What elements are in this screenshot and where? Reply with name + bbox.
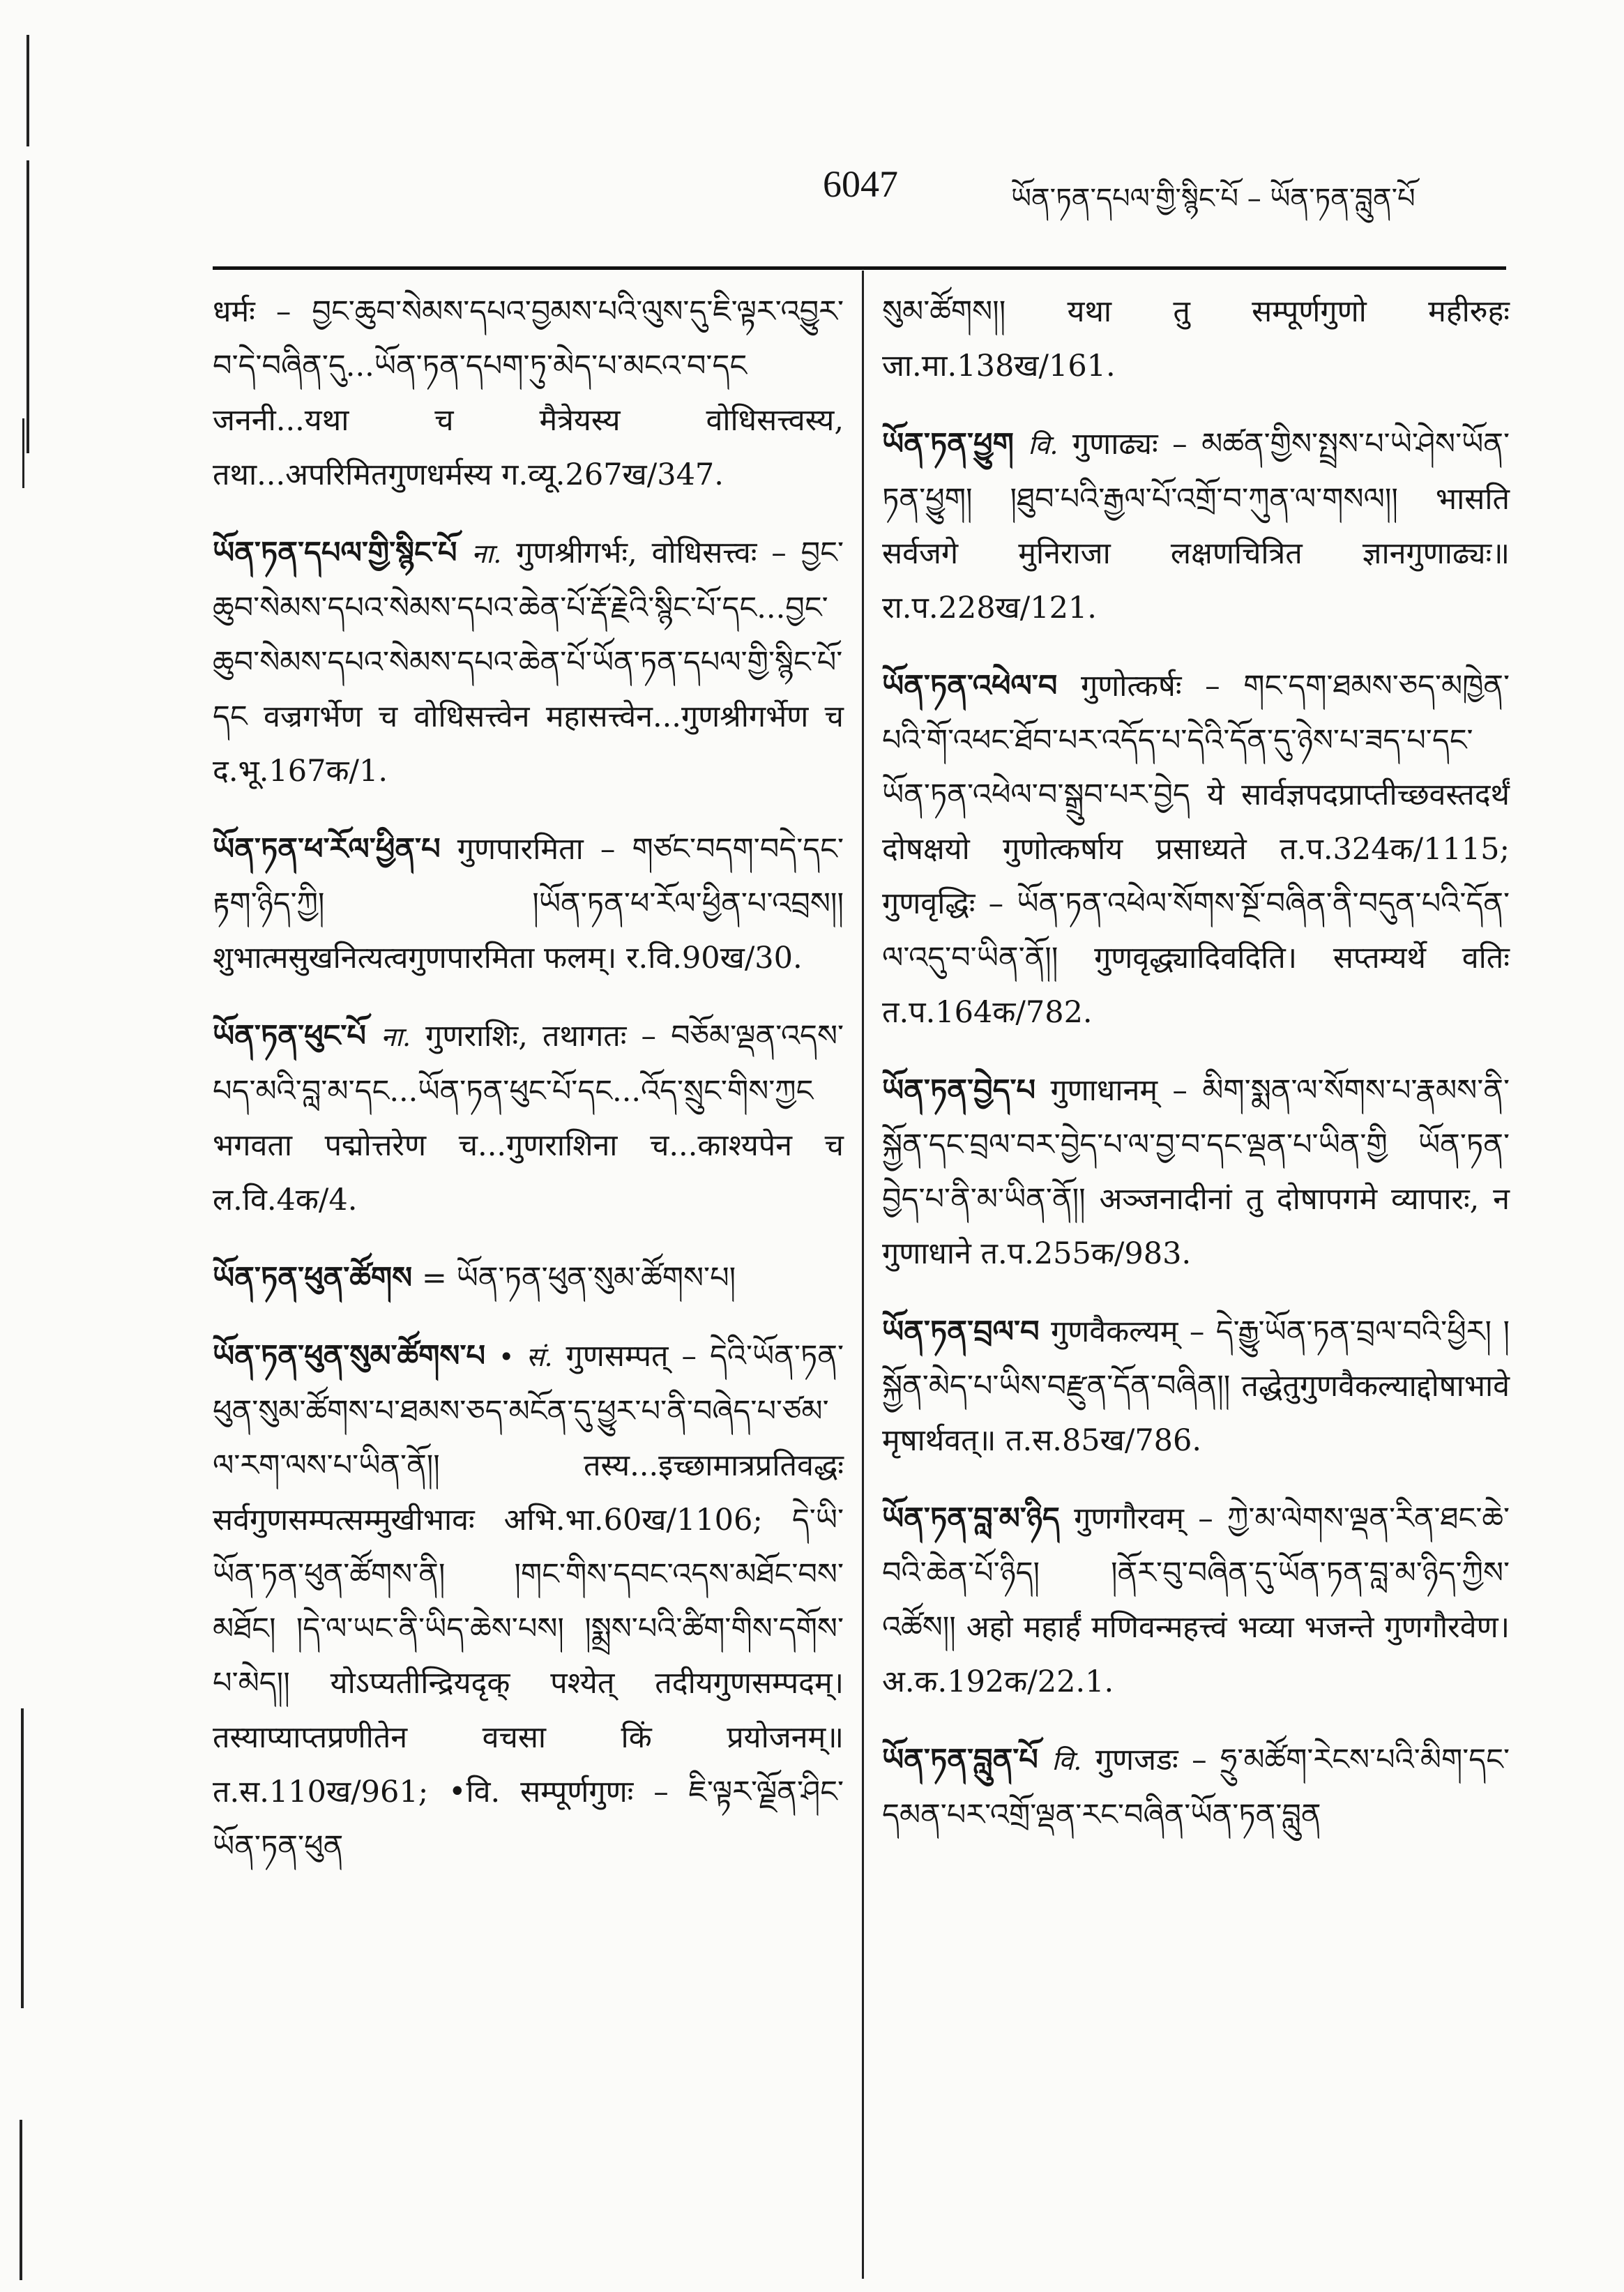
- entry-label: ना.: [471, 538, 502, 569]
- entry-text: गुणाधानम् – མིག་སྨན་ལ་སོགས་པ་རྣམས་ནི་སྐྱོན་དང་བྲལ་བར་བྱེད་པ་ལ་བྱ་བ་དང་ལྡན་པ་ཡིན་གྱི ཡོན་ཏན་བྱེད་པ་ནི་མ་ཡིན་ནོ།། अञ्जनादीनां तु दोषापगमे व्यापारः, न गुणाधाने त.प.255क/983.: [882, 1073, 1510, 1271]
- running-head: ཡོན་ཏན་དཔལ་གྱི་སྙིང་པོ – ཡོན་ཏན་བླུན་པོ: [1011, 183, 1416, 215]
- entry-label: ना.: [381, 1022, 411, 1052]
- entry-text: गुणराशिः, तथागतः – བཅོམ་ལྡན་འདས་པད་མའི་བླ་མ་དང...ཡོན་ཏན་ཕུང་པོ་དང...འོད་སྲུང་གིས་ཀྱང भगवता पद्मोत्तरेण च...गुणराशिना च...काश्यपेन च ल.वि.4क/4.: [213, 1019, 844, 1217]
- dictionary-entry: [882, 417, 1510, 635]
- dictionary-entry: [882, 284, 1510, 393]
- dictionary-entry: [213, 1009, 844, 1227]
- dictionary-entry: [882, 659, 1510, 1040]
- entry-text: धर्मः – བྱང་ཆུབ་སེམས་དཔའ་བྱམས་པའི་ལུས་དུ་ཇི་ལྟར་འབྱུར་བ་དེ་བཞིན་དུ...ཡོན་ཏན་དཔག་ཏུ་མེད་པ་མངའ་བ་དང जननी...यथा च मैत्रेयस्य वोधिसत्त्वस्य, तथा...अपरिमितगुणधर्मस्य ग.व्यू.267ख/347.: [213, 294, 844, 492]
- entry-text: गुणश्रीगर्भः, वोधिसत्त्वः – བྱང་ཆུབ་སེམས་དཔའ་སེམས་དཔའ་ཆེན་པོ་རྡོ་རྗེའི་སྙིང་པོ་དང...བྱང་ཆུབ་སེམས་དཔའ་སེམས་དཔའ་ཆེན་པོ་ཡོན་ཏན་དཔལ་གྱི་སྙིང་པོ་དང वज्रगर्भेण च वोधिसत्त्वेन महासत्त्वेन...गुणश्रीगर्भेण च द.भू.167क/1.: [213, 536, 844, 789]
- page-header: [823, 157, 1506, 220]
- entry-text: गुणपारमिता – གཙང་བདག་བདེ་དང་རྟག་ཉིད་ཀྱི། །ཡོན་ཏན་ཕ་རོལ་ཕྱིན་པ་འབྲས།། शुभात्मसुखनित्यत्वगुणपारमिता फलम्। र.वि.90ख/30.: [213, 832, 844, 976]
- entry-label: वि.: [1028, 430, 1058, 460]
- header-rule: [213, 266, 1506, 270]
- entry-text: गुणवैकल्यम् – དེ་རྒྱུ་ཡོན་ཏན་བྲལ་བའི་ཕྱིར། །སྐྱོན་མེད་པ་ཡིས་བརྫུན་དོན་བཞིན།། तद्धेतुगुणवैकल्याद्दोषाभावे मृषार्थवत्॥ त.स.85ख/786.: [882, 1314, 1510, 1458]
- page-number: 6047: [823, 163, 898, 205]
- margin-mark-bottom: [20, 2120, 22, 2280]
- entry-text: गुणसम्पत् – དེའི་ཡོན་ཏན་ཕུན་སུམ་ཚོགས་པ་ཐམས་ཅད་མངོན་དུ་ཕྱུར་པ་ནི་བཞེད་པ་ཙམ་ལ་རག་ལས་པ་ཡིན་ནོ།། तस्य...इच्छामात्रप्रतिवद्धः सर्वगुणसम्पत्सम्मुखीभावः अभि.भा.60ख/1106; དེ་ཡི་ཡོན་ཏན་ཕུན་ཚོགས་ནི། །གང་གིས་དབང་འདས་མཐོང་བས་མཐོང། །དེ་ལ་ཡང་ནི་ཡིད་ཆེས་པས། །སྨྲས་པའི་ཚིག་གིས་དགོས་པ་མེད།། योऽप्यतीन्द्रियदृक् पश्येत् तदीयगुणसम्पदम्। तस्याप्याप्तप्रणीतेन वचसा किं प्रयोजनम्॥ त.स.110ख/961; •वि. सम्पूर्णगुणः – ཇི་ལྟར་ལྗོན་ཤིང་ཡོན་ཏན་ཕུན: [213, 1339, 844, 1864]
- dictionary-entry: [882, 1063, 1510, 1281]
- entry-headword: ཡོན་ཏན་འཕེལ་བ: [882, 669, 1058, 704]
- entry-text: སུམ་ཚོགས།། यथा तु सम्पूर्णगुणो महीरुहः जा.मा.138ख/161.: [882, 294, 1510, 384]
- margin-mark-middle: [22, 418, 24, 488]
- dictionary-entry: [213, 284, 844, 502]
- entry-headword: ཡོན་ཏན་དཔལ་གྱི་སྙིང་པོ: [213, 536, 457, 570]
- entry-text: गुणजडः – ཧྲུ་མཚོག་རེངས་པའི་མིག་དང་དམན་པར་འགྲོ་ལྡན་རང་བཞིན་ཡོན་ཏན་བླུན: [882, 1743, 1510, 1832]
- margin-mark-upper: [26, 160, 29, 453]
- column-divider: [862, 271, 864, 2279]
- entry-text: गुणोत्कर्षः – གང་དག་ཐམས་ཅད་མཁྱེན་པའི་གོ་འཕང་ཐོབ་པར་འདོད་པ་དེའི་དོན་དུ་ཉེས་པ་ཟད་པ་དང་ཡོན་ཏན་འཕེལ་བ་སྒྲུབ་པར་བྱེད ये सार्वज्ञपदप्राप्तीच्छवस्तदर्थं दोषक्षयो गुणोत्कर्षाय प्रसाध्यते त.प.324क/1115; गुणवृद्धिः – ཡོན་ཏན་འཕེལ་སོགས་སྔོ་བཞིན་ནི་བདུན་པའི་དོན་ལ་འདུ་བ་ཡིན་ནོ།། गुणवृद्ध्यादिवदिति। सप्तम्यर्थे वतिः त.प.164क/782.: [882, 669, 1510, 1030]
- entry-headword: ཡོན་ཏན་ཕྱུག: [882, 427, 1014, 462]
- entry-headword: ཡོན་ཏན་ཕུང་པོ: [213, 1019, 366, 1054]
- entry-headword: ཡོན་ཏན་ཕུན་སུམ་ཚོགས་པ: [213, 1339, 486, 1374]
- entry-headword: ཡོན་ཏན་བྱེད་པ: [882, 1073, 1036, 1108]
- dictionary-entry: [213, 822, 844, 985]
- entry-text: गुणाढ्यः – མཚན་གྱིས་སྤྲས་པ་ཡེ་ཤེས་ཡོན་ཏན་ཕྱུག། །ཐུབ་པའི་རྒྱལ་པོ་འགྲོ་བ་ཀུན་ལ་གསལ།། भासति सर्वजगे मुनिराजा लक्षणचित्रित ज्ञानगुणाढ्यः॥ रा.प.228ख/121.: [882, 427, 1510, 625]
- dictionary-entry: [882, 1305, 1510, 1468]
- entry-headword: ཡོན་ཏན་བླ་མ་ཉིད: [882, 1501, 1060, 1536]
- margin-mark-top: [26, 35, 29, 146]
- left-column: [213, 284, 844, 1897]
- entry-label: • सं.: [499, 1342, 553, 1372]
- entry-text: = ཡོན་ཏན་ཕུན་སུམ་ཚོགས་པ།: [421, 1261, 736, 1296]
- entry-headword: ཡོན་ཏན་བྲལ་བ: [882, 1314, 1040, 1349]
- dictionary-entry: [213, 1329, 844, 1874]
- right-column: [882, 284, 1510, 1866]
- entry-label: वि.: [1052, 1745, 1082, 1776]
- dictionary-entry: [213, 1251, 844, 1305]
- dictionary-entry: [213, 526, 844, 798]
- entry-headword: ཡོན་ཏན་ཕ་རོལ་ཕྱིན་པ: [213, 832, 441, 867]
- margin-mark-lower: [21, 1708, 24, 2008]
- entry-headword: ཡོན་ཏན་ཕུན་ཚོགས: [213, 1261, 413, 1296]
- entry-text: गुणगौरवम् – ཀྱེ་མ་ལེགས་ལྡན་རིན་ཐང་ཆེ་བའི་ཆེན་པོ་ཉིད། །ནོར་བུ་བཞིན་དུ་ཡོན་ཏན་བླ་མ་ཉིད་ཀྱིས་འཚོས།། अहो महार्हं मणिवन्महत्त्वं भव्या भजन्ते गुणगौरवेण। अ.क.192क/22.1.: [882, 1501, 1510, 1699]
- dictionary-entry: [882, 1733, 1510, 1842]
- entry-headword: ཡོན་ཏན་བླུན་པོ: [882, 1743, 1038, 1777]
- dictionary-entry: [882, 1492, 1510, 1709]
